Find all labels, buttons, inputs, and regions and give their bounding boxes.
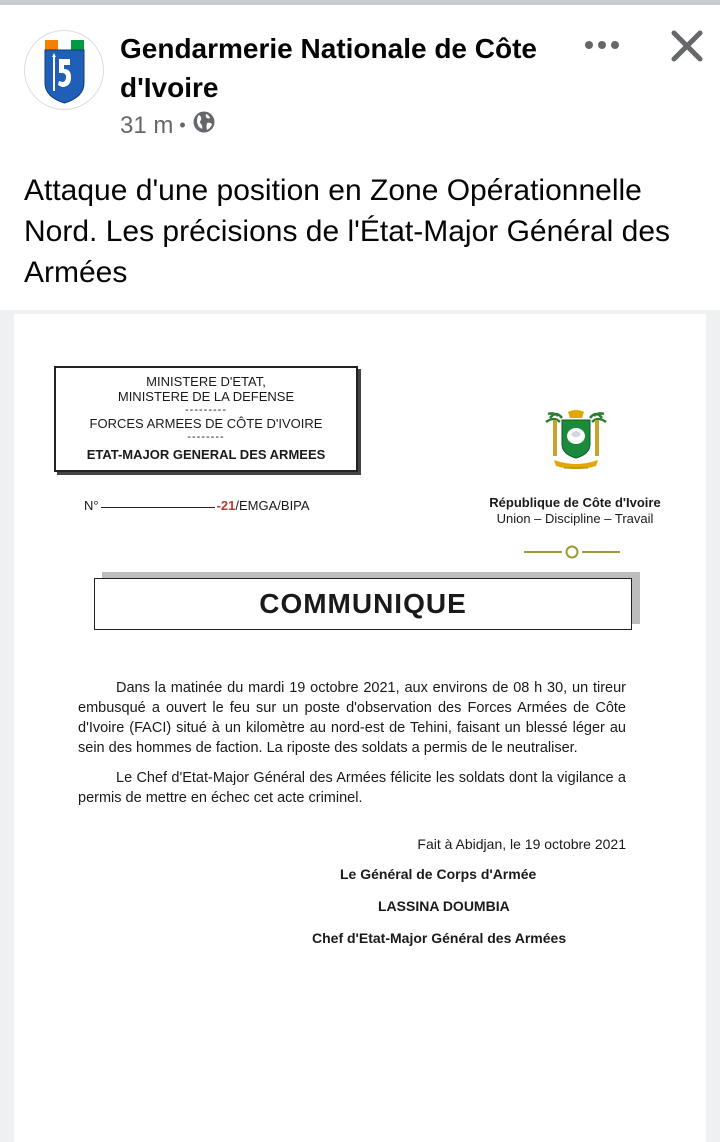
- ministry-line-3: FORCES ARMEES DE CÔTE D'IVOIRE: [89, 416, 323, 431]
- avatar[interactable]: [24, 30, 104, 110]
- globe-icon[interactable]: [192, 110, 216, 141]
- signatory-rank: Le Général de Corps d'Armée: [340, 866, 537, 882]
- signatory-name: LASSINA DOUMBIA: [378, 898, 510, 914]
- ministry-separator-1: ---------: [185, 404, 227, 416]
- signatory-function: Chef d'Etat-Major Général des Armées: [312, 930, 567, 946]
- post-caption: Attaque d'une position en Zone Opérationnelle Nord. Les précisions de l'État-Major Général des Armées: [24, 174, 671, 289]
- body-paragraph-2: Le Chef d'Etat-Major Général des Armées félicite les soldats dont la vigilance a permis de mettre en échec cet acte criminel.: [78, 770, 626, 806]
- reference-blank: [101, 507, 215, 508]
- more-horizontal-icon: [584, 40, 620, 50]
- republic-block: [459, 495, 691, 527]
- ministry-header-box: [54, 366, 358, 472]
- post-image[interactable]: [0, 310, 720, 1142]
- ministry-separator-2: --------: [187, 431, 225, 443]
- republic-motto: Union – Discipline – Travail: [496, 511, 654, 526]
- coat-of-arms-icon: [536, 408, 616, 478]
- place-and-date: Fait à Abidjan, le 19 octobre 2021: [417, 836, 626, 852]
- communique-heading: COMMUNIQUE: [94, 578, 632, 630]
- reference-number: [84, 498, 310, 513]
- communique-document: [14, 314, 706, 1142]
- reference-suffix: /EMGA/BIPA: [235, 498, 310, 513]
- reference-year: -21: [216, 498, 236, 513]
- communique-body: [78, 678, 626, 808]
- close-icon: [670, 29, 704, 63]
- ministry-line-2: MINISTERE DE LA DEFENSE: [117, 389, 295, 404]
- meta-separator: •: [179, 115, 186, 135]
- signature-block: [78, 834, 626, 946]
- post-time[interactable]: 31 m: [120, 111, 174, 139]
- ministry-line-1: MINISTERE D'ETAT,: [146, 374, 266, 389]
- body-paragraph-1: Dans la matinée du mardi 19 octobre 2021, aux environs de 08 h 30, un tireur embusqué a ouvert le feu sur un poste d'observation des Forces Armées de Côte d'Ivoire (FACI) situé à un kilomètre au nord-est de Tehini, faisant un blessé léger au sein des hommes de faction. La riposte des soldats a permis de le neutraliser.: [78, 680, 626, 756]
- post-header: [0, 5, 720, 155]
- close-button[interactable]: [664, 23, 710, 69]
- post-meta: [120, 110, 216, 141]
- republic-name: République de Côte d'Ivoire: [489, 495, 661, 510]
- more-options-button[interactable]: [580, 25, 624, 65]
- page-name[interactable]: Gendarmerie Nationale de Côte d'Ivoire: [120, 33, 538, 103]
- reference-prefix: N°: [84, 498, 99, 513]
- flourish-ornament: [522, 544, 622, 560]
- ministry-line-4: ETAT-MAJOR GENERAL DES ARMEES: [86, 447, 326, 462]
